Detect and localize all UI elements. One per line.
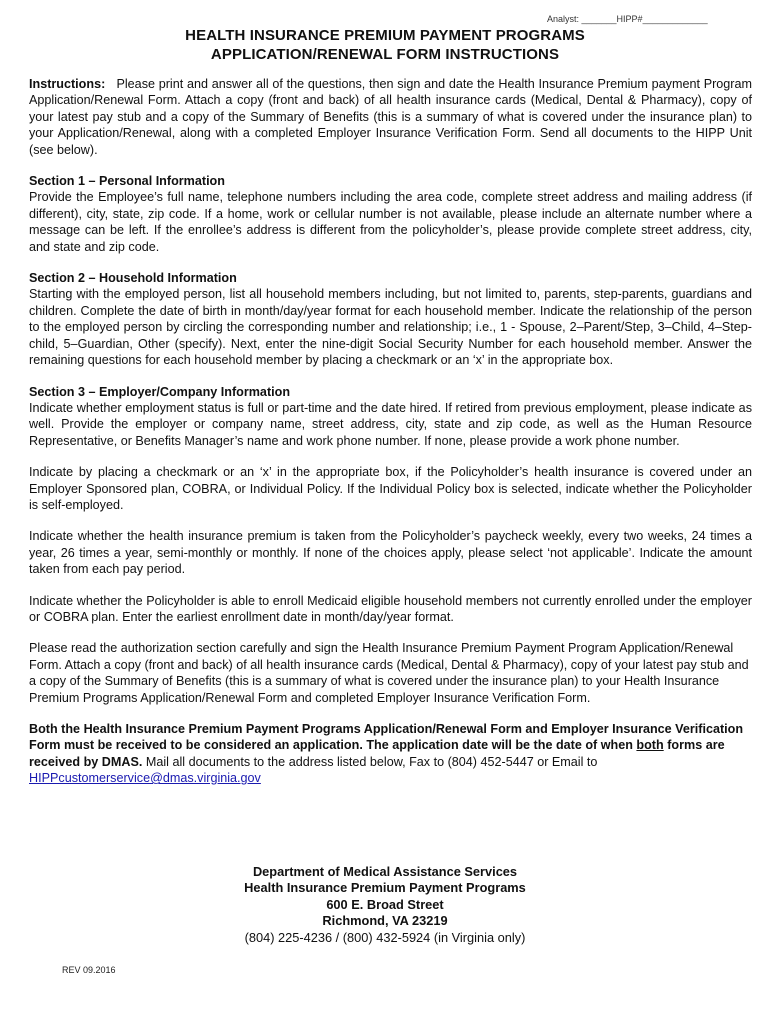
section-2-heading: Section 2 – Household Information xyxy=(29,271,237,286)
premium-paragraph: Indicate whether the health insurance premium is taken from the Policyholder’s paycheck weekly, every two weeks, 24 times a year, 26 times a year, semi-monthly or monthly. If none of the choices apply, please select ‘not applicable’. Indicate the amount taken from each pay period. xyxy=(29,529,752,577)
address-line-4: Richmond, VA 23219 xyxy=(322,913,448,929)
authorization-paragraph: Please read the authorization section carefully and sign the Health Insurance Premium Payment Program Application/Renewal Form. Attach a copy (front and back) of all health insurance cards (Medical, Dental & Pharmacy), copy of your latest pay stub and a copy of the Summary of Benefits (this is a summary of what is covered under the insurance plan) to your Health Insurance Premium Programs Application/Renewal Form and completed Employer Insurance Verification Form. xyxy=(29,641,749,705)
revision-label: REV 09.2016 xyxy=(62,965,116,975)
page-title xyxy=(0,26,770,64)
final-bold-part-2: forms are received by DMAS. xyxy=(29,738,725,769)
section-3 xyxy=(29,384,752,450)
title-line-1: HEALTH INSURANCE PREMIUM PAYMENT PROGRAMS xyxy=(185,27,585,44)
email-link[interactable]: HIPPcustomerservice@dmas.virginia.gov xyxy=(29,771,261,786)
mailing-address xyxy=(0,864,770,946)
section-2 xyxy=(29,270,752,368)
section-3-text: Indicate whether employment status is full or part-time and the date hired. If retired from previous employment, please indicate as well. Provide the employer or company name, street address, city, state and zip code, as well as the Human Resource Representative, or Benefits Manager’s name and work phone number. If none, please provide a work phone number. xyxy=(29,400,752,448)
address-line-3: 600 E. Broad Street xyxy=(326,896,444,912)
address-phone: (804) 225-4236 / (800) 432-5924 (in Virginia only) xyxy=(244,929,526,945)
instructions-body xyxy=(29,76,752,802)
instructions-paragraph xyxy=(29,76,752,158)
final-bold-underlined: both xyxy=(636,738,664,753)
address-line-2: Health Insurance Premium Payment Programs xyxy=(244,880,526,896)
instructions-text: Please print and answer all of the questions, then sign and date the Health Insurance Premium payment Program Application/Renewal Form. Attach a copy (front and back) of all health insurance cards (Medical, Dental & Pharmacy), copy of your latest pay stub and a copy of the Summary of Benefits (this is a summary of what is covered under the insurance plan) to your Application/Renewal, along with a completed Employer Insurance Verification Form. Send all documents to the HIPP Unit (see below). xyxy=(29,77,752,157)
instructions-label: Instructions: xyxy=(29,77,106,91)
final-paragraph xyxy=(29,721,752,787)
title-line-2: APPLICATION/RENEWAL FORM INSTRUCTIONS xyxy=(210,46,560,63)
section-1 xyxy=(29,173,752,255)
analyst-hipp-line: Analyst: _______HIPP#_____________ xyxy=(547,14,708,24)
coverage-paragraph: Indicate by placing a checkmark or an ‘x’ in the appropriate box, if the Policyholder’s health insurance is covered under an Employer Sponsored plan, COBRA, or Individual Policy. If the Individual Policy box is selected, indicate whether the Policyholder is self-employed. xyxy=(29,465,752,512)
section-1-heading: Section 1 – Personal Information xyxy=(29,174,225,189)
address-line-1: Department of Medical Assistance Services xyxy=(252,864,518,879)
section-1-text: Provide the Employee’s full name, telephone numbers including the area code, complete street address and mailing address (if different), city, state, zip code. If a home, work or cellular number is not available, please include an alternate number where a message can be left. If the enrollee’s address is different from the policyholder’s, please provide complete street address, city, and state and zip code. xyxy=(29,190,752,254)
section-2-text: Starting with the employed person, list all household members including, but not limited to, parents, step-parents, guardians and children. Complete the date of birth in month/day/year format for each household member. Indicate the relationship of the person to the employed person by circling the corresponding number and relationship; i.e., 1 - Spouse, 2–Parent/Step, 3–Child, 4–Step-child, 5–Guardian, Other (specify). Next, enter the nine-digit Social Security Number for each household member. Answer the remaining questions for each household member by placing a checkmark or an ‘x’ in the appropriate box. xyxy=(29,287,752,368)
section-3-heading: Section 3 – Employer/Company Information xyxy=(29,384,291,399)
medicaid-paragraph: Indicate whether the Policyholder is able to enroll Medicaid eligible household members not currently enrolled under the employer or COBRA plan. Enter the earliest enrollment date in month/day/year format. xyxy=(29,593,752,624)
final-bold-part-1: Both the Health Insurance Premium Payment Programs Application/Renewal Form and Employer Insurance Verification Form must be received to be considered an application. The application date will be the date of when xyxy=(29,722,744,753)
final-normal-part: Mail all documents to the address listed below, Fax to (804) 452-5447 or Email to xyxy=(142,754,598,769)
